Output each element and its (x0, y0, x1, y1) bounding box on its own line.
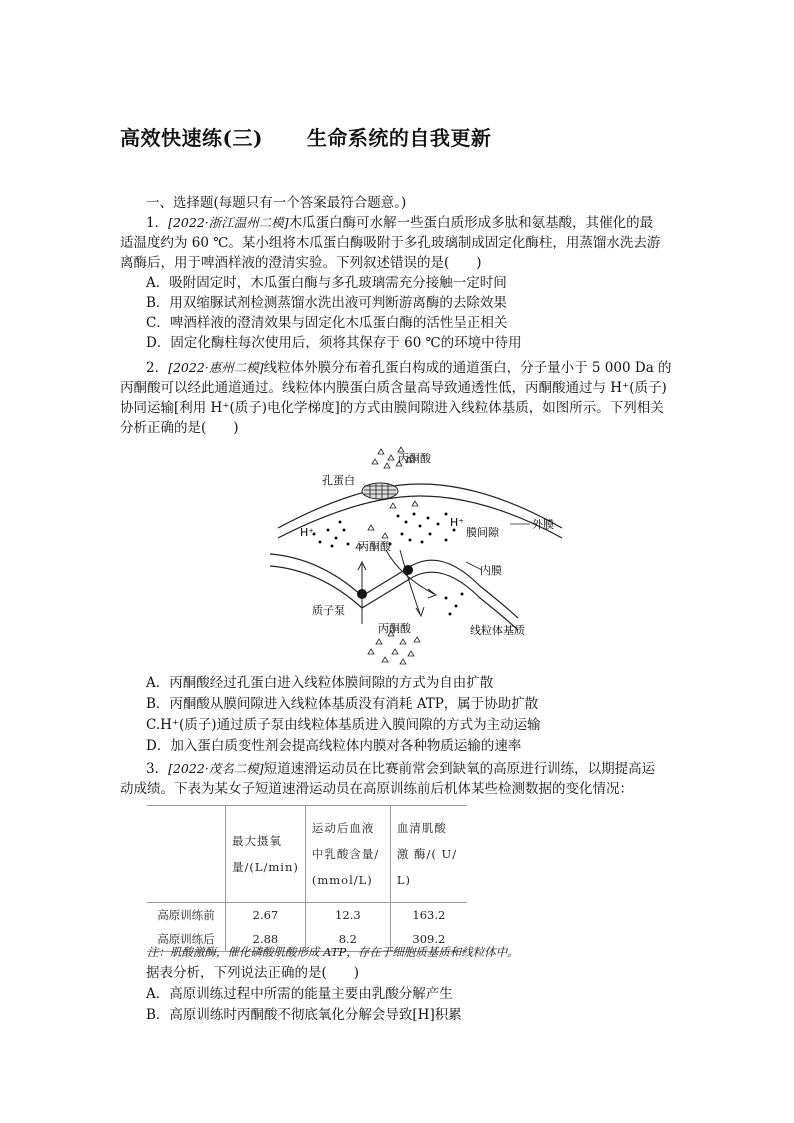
label-pyruvate-mid: 丙酮酸 (358, 540, 391, 553)
label-matrix: 线粒体基质 (470, 624, 525, 637)
q1-option-d: D．固定化酶柱每次使用后，须将其保存于 60 ℃的环境中待用 (146, 335, 522, 351)
cell-label: 高原训练前 (157, 908, 215, 922)
label-h-right: H⁺ (450, 516, 465, 529)
q1-source: [2022·浙江温州二模] (168, 215, 289, 230)
q3-source: [2022·茂名二模] (168, 761, 264, 776)
q2-line4: 分析正确的是( ) (120, 420, 239, 436)
q2-line1: 2．[2022·惠州二模]线粒体外膜分布着孔蛋白构成的通道蛋白，分子量小于 5 000 Da 的 (146, 360, 672, 376)
q2-line2: 丙酮酸可以经此通道通过。线粒体内膜蛋白质含量高导致通透性低，丙酮酸通过与 H⁺(质子) (120, 380, 667, 396)
header-lactate: 运动后血液 中乳酸含量/ (mmol/L) (305, 806, 390, 903)
header-empty (147, 806, 226, 903)
label-pyruvate-top: 丙酮酸 (398, 452, 431, 465)
q1-line3: 离酶后，用于啤酒样液的澄清实验。下列叙述错误的是( ) (120, 255, 482, 271)
q2-option-d: D．加入蛋白质变性剂会提高线粒体内膜对各种物质运输的速率 (146, 738, 522, 754)
table-note: 注：肌酸激酶，催化磷酸肌酸形成 ATP，存在于细胞质基质和线粒体中。 (147, 945, 519, 959)
cell-value: 2.88 (226, 927, 306, 952)
q1-option-b: B．用双缩脲试剂检测蒸馏水洗出液可判断游离酶的去除效果 (146, 295, 507, 311)
q3-option-a: A．高原训练过程中所需的能量主要由乳酸分解产生 (146, 986, 453, 1002)
title-topic: 生命系统的自我更新 (306, 126, 492, 150)
q2-option-a: A．丙酮酸经过孔蛋白进入线粒体膜间隙的方式为自由扩散 (146, 675, 494, 691)
section-heading: 一、选择题(每题只有一个答案最符合题意。) (146, 195, 407, 211)
q1-line2: 适温度约为 60 ℃。某小组将木瓜蛋白酶吸附于多孔玻璃制成固定化酶柱，用蒸馏水洗去游 (120, 235, 661, 251)
label-intermembrane: 膜间隙 (466, 526, 499, 539)
q2-source: [2022·惠州二模] (168, 360, 264, 375)
outer-membrane-line-2 (278, 496, 562, 538)
cell-value: 2.67 (226, 903, 306, 928)
label-outer-membrane: 外膜 (532, 518, 554, 531)
label-h-left: H⁺ (300, 526, 315, 539)
cell-value: 309.2 (390, 927, 467, 952)
page-title (120, 122, 491, 151)
q1-line1: 1．[2022·浙江温州二模]木瓜蛋白酶可水解一些蛋白质形成多肽和氨基酸，其催化的最 (146, 215, 654, 231)
outer-membrane-line-1 (278, 484, 562, 528)
label-porin: 孔蛋白 (322, 474, 355, 487)
header-vo2max: 最大摄氧 量/(L/min) (226, 806, 306, 903)
q3-option-b: B．高原训练时丙酮酸不彻底氧化分解会导致[H]积累 (146, 1007, 462, 1023)
cell-label: 高原训练后 (157, 932, 215, 946)
q3-line2: 动成绩。下表为某女子短道速滑运动员在高原训练前后机体某些检测数据的变化情况： (120, 781, 633, 797)
label-proton-pump: 质子泵 (312, 604, 345, 617)
proton-dots (313, 513, 464, 616)
q3-stem: 据表分析，下列说法正确的是( ) (146, 965, 360, 981)
mitochondria-diagram (270, 446, 570, 671)
label-pyruvate-bottom: 丙酮酸 (378, 622, 411, 635)
q1-option-c: C．啤酒样液的澄清效果与固定化木瓜蛋白酶的活性呈正相关 (146, 315, 508, 331)
q2-option-c: C.H⁺(质子)通过质子泵由线粒体基质进入膜间隙的方式为主动运输 (146, 717, 541, 733)
cell-value: 12.3 (305, 903, 390, 928)
cell-value: 163.2 (390, 903, 467, 928)
training-data-table (147, 805, 467, 952)
header-ck: 血清肌酸 激 酶/( U/ L) (390, 806, 467, 903)
table-row (147, 903, 467, 928)
q2-option-b: B．丙酮酸从膜间隙进入线粒体基质没有消耗 ATP，属于协助扩散 (146, 696, 539, 712)
q2-line3: 协同运输[利用 H⁺(质子)电化学梯度]的方式由膜间隙进入线粒体基质，如图所示。下列相关 (120, 400, 664, 416)
q1-option-a: A．吸附固定时，木瓜蛋白酶与多孔玻璃需充分接触一定时间 (146, 275, 507, 291)
title-series: 高效快速练(三) (120, 126, 263, 150)
q3-line1: 3．[2022·茂名二模]短道速滑运动员在比赛前常会到缺氧的高原进行训练，以期提高运 (146, 761, 656, 777)
cell-value: 8.2 (305, 927, 390, 952)
table-header-row (147, 806, 467, 903)
porin-channel (362, 483, 398, 499)
label-inner-membrane: 内膜 (480, 564, 502, 577)
